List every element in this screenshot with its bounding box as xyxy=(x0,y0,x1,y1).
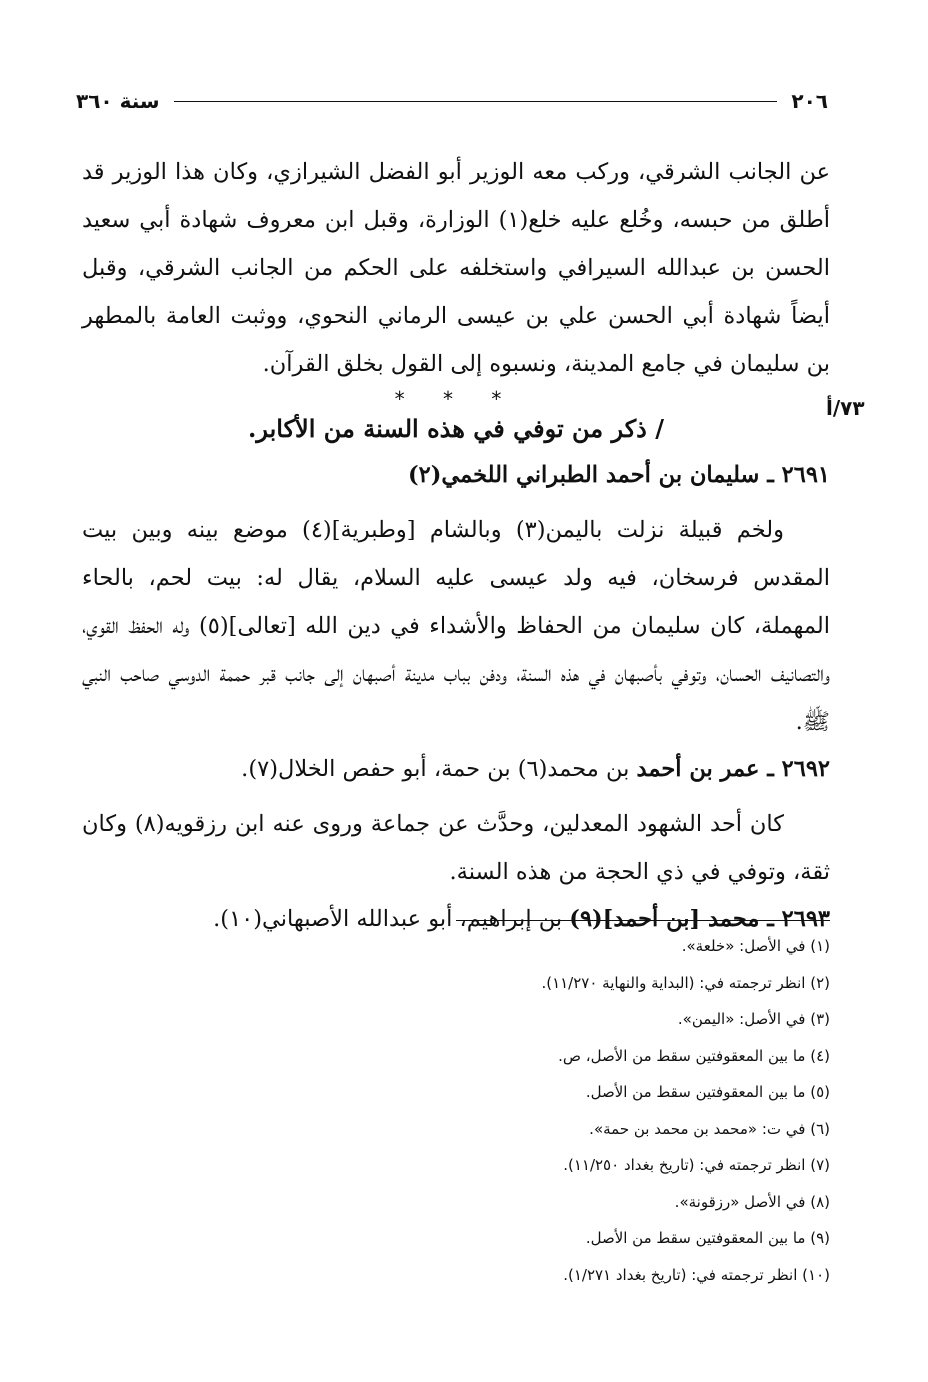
footnote: (٨) في الأصل «رزقونة». xyxy=(674,1192,830,1211)
entry-heading-name: ٢٦٩٣ ـ محمد [بن أحمد](٩) xyxy=(569,906,830,932)
page-header xyxy=(76,86,828,116)
manuscript-folio-ref: ٧٣/أ xyxy=(826,396,865,420)
entry-heading xyxy=(82,452,830,498)
footnote-rule xyxy=(456,920,830,921)
intro-paragraph: عن الجانب الشرقي، وركب معه الوزير أبو الفضل الشيرازي، وكان هذا الوزير قد أطلق من حبسه، وخُلع عليه خلع(١) الوزارة، وقبل ابن معروف شهادة أبي سعيد الحسن بن عبدالله السيرافي واستخلفه على الحكم من الجانب الشرقي، وقبل أيضاً شهادة أبي الحسن علي بن عيسى الرماني النحوي، ووثبت العامة بالمطهر بن سليمان في جامع المدينة، ونسبوه إلى القول بخلق القرآن. xyxy=(82,159,830,377)
footnote: (٦) في ت: «محمد بن محمد بن حمة». xyxy=(589,1119,830,1138)
entry-heading-name: ٢٦٩٢ ـ عمر بن أحمد xyxy=(636,756,830,782)
footnote: (٤) ما بين المعقوفتين سقط من الأصل، ص. xyxy=(558,1046,830,1065)
section-separator: * * * xyxy=(394,387,518,411)
section-title: / ذكر من توفي في هذه السنة من الأكابر. xyxy=(248,414,664,443)
footnote: (٢) انظر ترجمته في: (البداية والنهاية ١١/٢٧٠). xyxy=(541,973,830,992)
main-text xyxy=(82,148,830,942)
entry-body: ولخم قبيلة نزلت باليمن(٣) وبالشام [وطبرية](٤) موضع بينه وبين بيت المقدس فرسخان، فيه ولد عيسى عليه السلام، يقال له: بيت لحم، بالحاء المهملة، كان سليمان من الحفاظ والأشداء في دين الله [تعالى](٥) وله الحفظ القوي، والتصانيف الحسان، وتوفي بأصبهان في هذه السنة، ودفن بباب مدينة أصبهان إلى جانب قبر حممة الدوسي صاحب النبي ﷺ. xyxy=(82,517,830,735)
entry-heading-name: ٢٦٩١ ـ سليمان بن أحمد الطبراني اللخمي(٢) xyxy=(407,462,830,488)
footnote: (٩) ما بين المعقوفتين سقط من الأصل. xyxy=(585,1229,830,1247)
footnote: (٥) ما بين المعقوفتين سقط من الأصل. xyxy=(585,1083,830,1101)
running-head-year: سنة ٣٦٠ xyxy=(76,89,160,113)
page-number: ٢٠٦ xyxy=(791,89,828,113)
footnote: (٧) انظر ترجمته في: (تاريخ بغداد ١١/٢٥٠). xyxy=(563,1156,830,1174)
footnote: (٣) في الأصل: «اليمن». xyxy=(677,1010,830,1028)
entry-heading xyxy=(82,746,830,792)
footnotes xyxy=(300,928,830,1293)
entry-heading-rest: بن محمد(٦) بن حمة، أبو حفص الخلال(٧). xyxy=(241,756,630,782)
entry-body: كان أحد الشهود المعدلين، وحدَّث عن جماعة وروى عنه ابن رزقويه(٨) وكان ثقة، وتوفي في ذي الحجة من هذه السنة. xyxy=(82,811,830,885)
footnote: (١٠) انظر ترجمته في: (تاريخ بغداد ١/٢٧١). xyxy=(563,1265,830,1284)
entry-heading-rest: بن إبراهيم، أبو عبدالله الأصبهاني(١٠). xyxy=(213,906,563,932)
header-rule xyxy=(174,101,778,102)
footnote: (١) في الأصل: «خلعة». xyxy=(681,937,830,955)
